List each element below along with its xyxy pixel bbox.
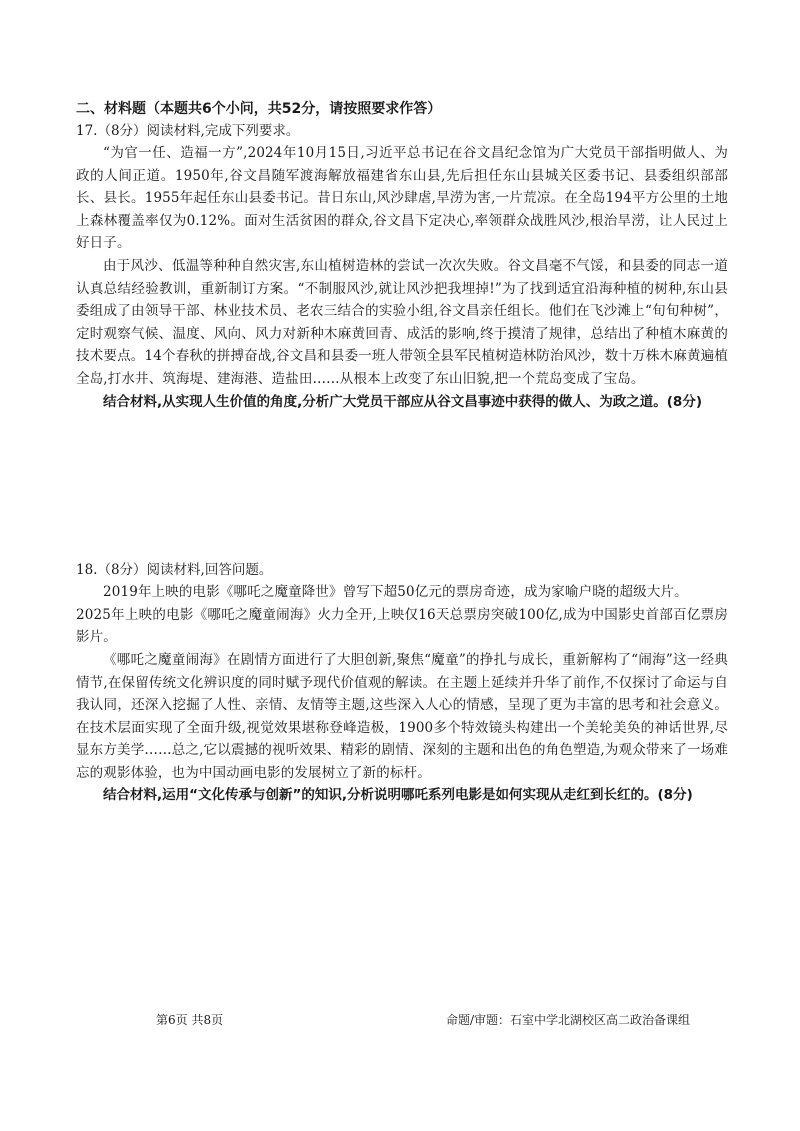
question-18-paragraph-1: 2019年上映的电影《哪吒之魔童降世》曾写下超50亿元的票房奇迹，成为家喻户晓的超级大片。 (103, 584, 688, 601)
question-18-paragraph-2: 2025年上映的电影《哪吒之魔童闹海》火力全开,上映仅16天总票房突破100亿,成为中国影史首部百亿票房影片。 (76, 606, 728, 646)
question-17-task: 结合材料,从实现人生价值的角度,分析广大党员干部应从谷文昌事迹中获得的做人、为政之道。(8分) (103, 393, 702, 410)
question-17-header: 17.（8分）阅读材料,完成下列要求。 (76, 123, 300, 139)
question-17-paragraph-2: 由于风沙、低温等种种自然灾害,东山植树造林的尝试一次次失败。谷文昌毫不气馁，和县委的同志一道认真总结经验教训，重新制订方案。“不制服风沙,就让风沙把我埋掉!”为了找到适宜沿海种植的树种,东山县委组成了由领导干部、林业技术员、老农三结合的实验小组,谷文昌亲任组长。他们在飞沙滩上“旬旬种树”，定时观察气候、温度、风向、风力对新种木麻黄回青、成活的影响,终于摸清了规律，总结出了种植木麻黄的技术要点。14个春秋的拼搏奋战,谷文昌和县委一班人带领全县军民植树造林防治风沙，数十万株木麻黄遍植全岛,打水井、筑海堤、建海港、造盐田……从根本上改变了东山旧貌,把一个荒岛变成了宝岛。 (76, 257, 728, 387)
question-18 (76, 559, 728, 807)
question-17-paragraph-1: “为官一任、造福一方”,2024年10月15日,习近平总书记在谷文昌纪念馆为广大党员干部指明做人、为政的人间正道。1950年,谷文昌随军渡海解放福建省东山县,先后担任东山县城关区委书记、县委组织部部长、县长。1955年起任东山县委书记。昔日东山,风沙肆虐,旱涝为害,一片荒凉。在全岛194平方公里的土地上森林覆盖率仅为0.12%。面对生活贫困的群众,谷文昌下定决心,率领群众战胜风沙,根治旱涝，让人民过上好日子。 (76, 145, 728, 252)
answer-space-17 (76, 413, 728, 559)
question-17 (76, 120, 728, 413)
question-18-task: 结合材料,运用“文化传承与创新”的知识,分析说明哪吒系列电影是如何实现从走红到长红的。(8分) (103, 787, 693, 804)
page-number: 第6页 共8页 (156, 1013, 224, 1027)
footer-credit: 命题/审题：石室中学北湖校区高二政治备课组 (446, 1013, 691, 1027)
question-18-header: 18.（8分）阅读材料,回答问题。 (76, 562, 273, 579)
question-18-paragraph-3: 《哪吒之魔童闹海》在剧情方面进行了大胆创新,聚焦“魔童”的挣扎与成长，重新解构了“闹海”这一经典情节,在保留传统文化辨识度的同时赋予现代价值观的解读。在主题上延续并升华了前作,不仅探讨了命运与自我认同，还深入挖掘了人性、亲情、友情等主题,这些深入人心的情感，呈现了更为丰富的思考和社会意义。在技术层面实现了全面升级,视觉效果堪称登峰造极，1900多个特效镜头构建出一个美轮美奂的神话世界,尽显东方美学……总之,它以震撼的视听效果、精彩的剧情、深刻的主题和出色的角色塑造,为观众带来了一场难忘的观影体验，也为中国动画电影的发展树立了新的标杆。 (76, 651, 728, 781)
section-title: 二、材料题（本题共6个小问，共52分，请按照要求作答） (76, 101, 442, 117)
page-content (76, 98, 728, 807)
